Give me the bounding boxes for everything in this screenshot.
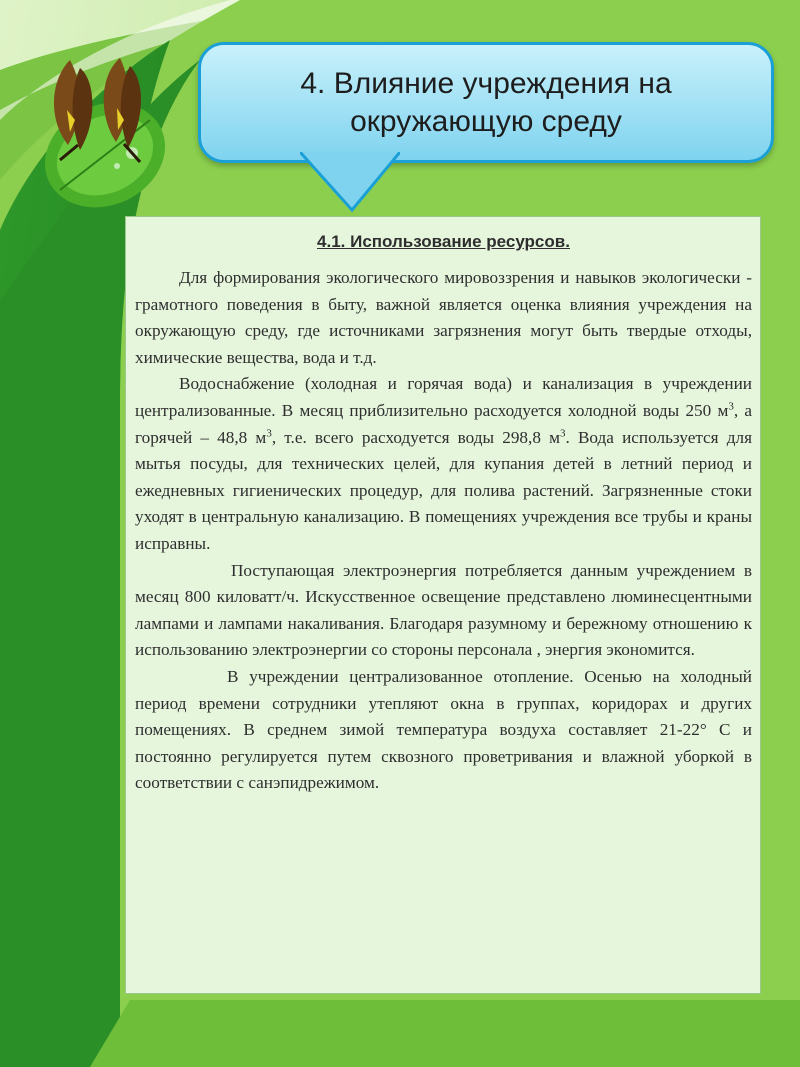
water-text-part-3: , т.е. всего расходуется воды 298,8 м bbox=[271, 427, 560, 447]
paragraph-heating: В учреждении централизованное отопление. Осенью на холодный период времени сотрудники утепляют окна в группах, коридорах и других помещениях. В среднем зимой температура воздуха составляет 21-22° С и постоянно регулируется путем сквозного проветривания и влажной уборкой в соответствии с санэпидрежимом. bbox=[135, 666, 752, 793]
water-text-part-2: , а горячей – 48,8 м bbox=[135, 400, 752, 447]
paragraph-electricity: Поступающая электроэнергия потребляется данным учреждением в месяц 800 киловатт/ч. Искусственное освещение представлено люминесцентными лампами и лампами накаливания. Благодаря разумному и бережному отношению к использованию электроэнергии со стороны персонала , энергия экономится. bbox=[135, 560, 752, 660]
title-callout bbox=[198, 42, 774, 163]
paragraph-water bbox=[135, 371, 752, 557]
cubic-superscript-3: 3 bbox=[559, 426, 566, 439]
slide-title-line-2: окружающую среду bbox=[350, 104, 622, 138]
content-panel bbox=[125, 216, 761, 994]
cubic-superscript-1: 3 bbox=[728, 400, 734, 413]
water-text-part-1: Водоснабжение (холодная и горячая вода) и канализация в учреждении централизованные. В месяц приблизительно расходуется холодной воды 250 м bbox=[135, 374, 752, 420]
water-text-part-4: . Вода используется для мытья посуды, для технических целей, для купания детей в летний период и ежедневных гигиенических процедур, для полива растений. Загрязненные стоки уходят в центральную канализацию. В помещениях учреждения все трубы и краны исправны. bbox=[135, 427, 753, 553]
callout-pointer bbox=[300, 152, 400, 214]
section-heading: 4.1. Использование ресурсов. bbox=[317, 232, 570, 251]
cubic-superscript-2: 3 bbox=[266, 426, 272, 439]
paragraph-ecology: Для формирования экологического мировоззрения и навыков экологически - грамотного поведения в быту, важной является оценка влияния учреждения на окружающую среду, где источниками загрязнения могут быть твердые отходы, химические вещества, вода и т.д. bbox=[135, 268, 752, 367]
slide-title-line-1: 4. Влияние учреждения на bbox=[300, 66, 672, 100]
butterflies-on-leaf-image bbox=[20, 50, 170, 215]
